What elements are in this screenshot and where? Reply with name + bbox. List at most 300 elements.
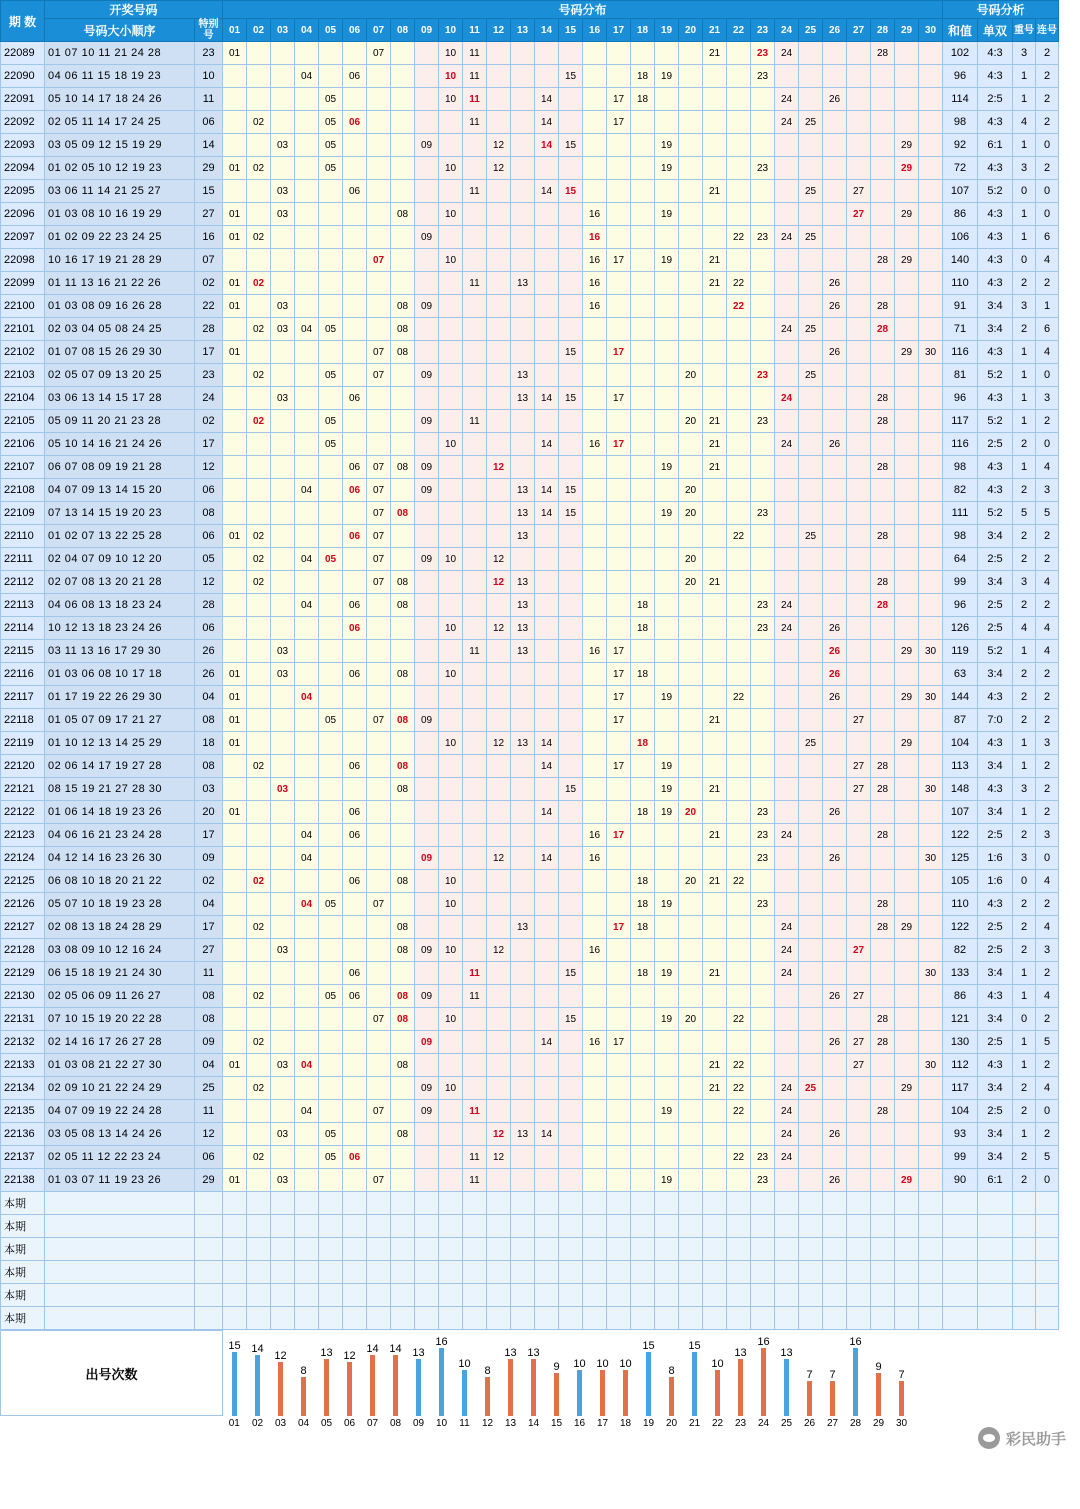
cell-balls: 03 08 09 10 12 16 24: [45, 939, 195, 962]
cell-number-23: [751, 571, 775, 594]
cell-special: [195, 1261, 223, 1284]
cell-oddeven: 3:4: [978, 1146, 1013, 1169]
cell-number-06: [343, 1008, 367, 1031]
cell-number-28: [871, 985, 895, 1008]
cell-consecutive: 2: [1036, 272, 1059, 295]
cell-number-01: [223, 1146, 247, 1169]
cell-number-08: [391, 226, 415, 249]
cell-number-22: [727, 341, 751, 364]
cell-period: 22106: [1, 433, 45, 456]
cell-number-20: [679, 824, 703, 847]
cell-number-03: [271, 916, 295, 939]
cell-number-28: [871, 479, 895, 502]
bar: [255, 1355, 260, 1416]
cell-number-10: [439, 456, 463, 479]
cell-number-05: [319, 479, 343, 502]
cell-special: 05: [195, 548, 223, 571]
pending-row[interactable]: [1, 1307, 1059, 1330]
cell-number-04: 04: [295, 65, 319, 88]
cell-number-28: [871, 939, 895, 962]
table-row: [1, 824, 1059, 847]
cell-number-25: 25: [799, 111, 823, 134]
cell-number-28: 28: [871, 295, 895, 318]
cell-number-26: [823, 1146, 847, 1169]
cell-number-28: 28: [871, 1100, 895, 1123]
cell-number-13: [511, 824, 535, 847]
cell-consecutive: 2: [1036, 410, 1059, 433]
table-row: [1, 387, 1059, 410]
cell-number-10: [439, 1100, 463, 1123]
cell-number-10: 10: [439, 893, 463, 916]
cell-period: 22136: [1, 1123, 45, 1146]
cell-oddeven: 4:3: [978, 778, 1013, 801]
cell-number-10: 10: [439, 157, 463, 180]
frequency-bar-17: [591, 1331, 614, 1416]
cell-number-05: [319, 249, 343, 272]
frequency-axis-20: 20: [660, 1416, 683, 1433]
cell-number-06: [343, 916, 367, 939]
cell-period: 22131: [1, 1008, 45, 1031]
cell-number-17: [607, 1169, 631, 1192]
cell-number-09: [415, 663, 439, 686]
cell-consecutive: 2: [1036, 88, 1059, 111]
cell-number-27: [847, 456, 871, 479]
cell-balls: 01 03 08 09 16 26 28: [45, 295, 195, 318]
cell-period: 22118: [1, 709, 45, 732]
cell-number-11: 11: [463, 1146, 487, 1169]
cell-number-26: [823, 1008, 847, 1031]
cell-number-01: [223, 180, 247, 203]
cell-number-09: [415, 617, 439, 640]
cell-number-06: [343, 847, 367, 870]
cell-number-11: [463, 456, 487, 479]
cell-oddeven: 3:4: [978, 663, 1013, 686]
pending-row[interactable]: [1, 1192, 1059, 1215]
cell-number-21: [703, 1169, 727, 1192]
cell-number-01: [223, 502, 247, 525]
cell-number-23: 23: [751, 594, 775, 617]
cell-sum: 107: [943, 801, 978, 824]
cell-number-25: [799, 571, 823, 594]
pending-row[interactable]: [1, 1215, 1059, 1238]
cell-number-12: [487, 226, 511, 249]
cell-number-08: [391, 962, 415, 985]
cell-number-23: [751, 134, 775, 157]
cell-number-13: [511, 1169, 535, 1192]
frequency-axis-18: 18: [614, 1416, 637, 1433]
cell-number-26: 26: [823, 341, 847, 364]
cell-number-15: [559, 410, 583, 433]
cell-number-24: [775, 847, 799, 870]
cell-number-06: 06: [343, 525, 367, 548]
header-number-11: 11: [463, 19, 487, 42]
cell-number-20: [679, 1077, 703, 1100]
cell-number-28: 28: [871, 410, 895, 433]
cell-number-17: 17: [607, 88, 631, 111]
cell-oddeven: 2:5: [978, 1100, 1013, 1123]
cell-number-30: [919, 111, 943, 134]
cell-number-19: 19: [655, 778, 679, 801]
cell-number-16: [583, 157, 607, 180]
cell-number-09: [415, 893, 439, 916]
cell-number-09: 09: [415, 709, 439, 732]
cell-number-08: [391, 65, 415, 88]
frequency-bar-27: [821, 1331, 844, 1416]
cell-number-11: [463, 548, 487, 571]
cell-number-17: [607, 525, 631, 548]
cell-number-16: [583, 111, 607, 134]
cell-number-26: [823, 893, 847, 916]
cell-number-16: 16: [583, 295, 607, 318]
cell-number-17: [607, 42, 631, 65]
frequency-value: 16: [435, 1335, 448, 1348]
cell-number-14: [535, 341, 559, 364]
cell-number-21: 21: [703, 272, 727, 295]
cell-special: 15: [195, 180, 223, 203]
cell-number-18: [631, 157, 655, 180]
pending-row[interactable]: [1, 1284, 1059, 1307]
bar: [278, 1362, 283, 1416]
cell-number-01: [223, 548, 247, 571]
cell-number-29: [895, 571, 919, 594]
cell-number-18: [631, 203, 655, 226]
cell-number-05: [319, 65, 343, 88]
cell-number-01: [223, 1238, 247, 1261]
cell-number-09: 09: [415, 1031, 439, 1054]
cell-number-27: 27: [847, 755, 871, 778]
cell-number-19: [655, 525, 679, 548]
cell-balls: [45, 1261, 195, 1284]
cell-balls: 03 11 13 16 17 29 30: [45, 640, 195, 663]
header-sum: 和值: [943, 19, 978, 42]
cell-number-04: [295, 364, 319, 387]
cell-number-13: [511, 1146, 535, 1169]
cell-period: 22125: [1, 870, 45, 893]
cell-number-26: [823, 571, 847, 594]
cell-number-17: [607, 1146, 631, 1169]
cell-number-26: [823, 180, 847, 203]
table-row: [1, 594, 1059, 617]
cell-number-27: [847, 1192, 871, 1215]
cell-number-18: [631, 640, 655, 663]
frequency-axis-16: 16: [568, 1416, 591, 1433]
cell-number-22: [727, 962, 751, 985]
cell-number-17: [607, 1100, 631, 1123]
frequency-value: 7: [898, 1368, 905, 1381]
cell-number-30: [919, 893, 943, 916]
cell-number-10: [439, 180, 463, 203]
cell-number-28: 28: [871, 249, 895, 272]
cell-number-05: [319, 571, 343, 594]
cell-number-03: [271, 249, 295, 272]
table-row: [1, 732, 1059, 755]
cell-number-18: 18: [631, 893, 655, 916]
cell-number-03: 03: [271, 387, 295, 410]
cell-number-02: [247, 42, 271, 65]
cell-number-05: [319, 847, 343, 870]
cell-number-20: [679, 525, 703, 548]
cell-number-22: 22: [727, 272, 751, 295]
cell-number-15: 15: [559, 502, 583, 525]
cell-number-13: 13: [511, 916, 535, 939]
cell-number-28: [871, 1123, 895, 1146]
cell-number-18: 18: [631, 65, 655, 88]
cell-number-20: 20: [679, 548, 703, 571]
cell-number-26: [823, 962, 847, 985]
frequency-bar-29: [867, 1331, 890, 1416]
cell-number-13: 13: [511, 272, 535, 295]
cell-number-19: [655, 571, 679, 594]
cell-balls: 05 09 11 20 21 23 28: [45, 410, 195, 433]
cell-number-15: [559, 1123, 583, 1146]
cell-number-09: [415, 341, 439, 364]
cell-oddeven: 4:3: [978, 893, 1013, 916]
cell-number-23: [751, 433, 775, 456]
cell-number-21: 21: [703, 571, 727, 594]
cell-number-01: [223, 111, 247, 134]
cell-number-16: [583, 88, 607, 111]
cell-number-04: [295, 203, 319, 226]
cell-number-24: [775, 65, 799, 88]
cell-number-02: 02: [247, 1077, 271, 1100]
cell-period: 22126: [1, 893, 45, 916]
cell-sum: 148: [943, 778, 978, 801]
cell-number-10: 10: [439, 1008, 463, 1031]
cell-number-01: [223, 1215, 247, 1238]
cell-special: 08: [195, 502, 223, 525]
cell-number-20: [679, 778, 703, 801]
cell-number-05: 05: [319, 985, 343, 1008]
cell-number-09: [415, 1261, 439, 1284]
bar: [761, 1348, 766, 1416]
cell-number-05: [319, 1238, 343, 1261]
cell-number-23: 23: [751, 1169, 775, 1192]
header-number-15: 15: [559, 19, 583, 42]
cell-number-18: [631, 1031, 655, 1054]
cell-number-25: [799, 778, 823, 801]
cell-balls: [45, 1238, 195, 1261]
cell-number-12: 12: [487, 732, 511, 755]
cell-special: 26: [195, 640, 223, 663]
cell-number-02: 02: [247, 1031, 271, 1054]
cell-oddeven: 4:3: [978, 387, 1013, 410]
cell-number-17: [607, 985, 631, 1008]
cell-number-30: [919, 65, 943, 88]
cell-number-26: [823, 387, 847, 410]
cell-number-12: 12: [487, 157, 511, 180]
cell-number-17: [607, 962, 631, 985]
cell-number-16: [583, 801, 607, 824]
cell-number-22: [727, 1215, 751, 1238]
cell-number-03: [271, 1215, 295, 1238]
cell-number-14: [535, 1008, 559, 1031]
cell-number-15: 15: [559, 1008, 583, 1031]
cell-number-19: [655, 916, 679, 939]
cell-number-12: [487, 663, 511, 686]
cell-number-05: [319, 387, 343, 410]
cell-number-28: 28: [871, 42, 895, 65]
cell-number-19: [655, 180, 679, 203]
cell-number-19: [655, 824, 679, 847]
cell-balls: 02 05 06 09 11 26 27: [45, 985, 195, 1008]
pending-row[interactable]: [1, 1261, 1059, 1284]
cell-number-10: [439, 640, 463, 663]
cell-analysis: [1013, 1307, 1036, 1330]
cell-number-27: [847, 157, 871, 180]
cell-balls: [45, 1192, 195, 1215]
cell-number-20: [679, 88, 703, 111]
cell-number-02: [247, 847, 271, 870]
cell-number-04: [295, 755, 319, 778]
cell-number-19: 19: [655, 755, 679, 778]
cell-sum: 122: [943, 916, 978, 939]
cell-number-29: [895, 42, 919, 65]
cell-number-30: [919, 1192, 943, 1215]
cell-special: [195, 1215, 223, 1238]
cell-number-08: [391, 272, 415, 295]
cell-number-06: [343, 1261, 367, 1284]
cell-number-22: [727, 1192, 751, 1215]
cell-consecutive: 2: [1036, 663, 1059, 686]
cell-number-29: 29: [895, 1077, 919, 1100]
cell-number-13: [511, 870, 535, 893]
cell-number-24: [775, 1215, 799, 1238]
cell-number-27: [847, 571, 871, 594]
frequency-value: 15: [228, 1339, 241, 1352]
cell-number-26: [823, 226, 847, 249]
cell-number-03: [271, 525, 295, 548]
cell-number-13: [511, 134, 535, 157]
cell-number-13: 13: [511, 594, 535, 617]
cell-number-01: 01: [223, 295, 247, 318]
header-number-23: 23: [751, 19, 775, 42]
cell-number-02: 02: [247, 755, 271, 778]
cell-number-12: [487, 65, 511, 88]
cell-number-03: [271, 1008, 295, 1031]
cell-number-15: [559, 939, 583, 962]
cell-number-30: [919, 709, 943, 732]
cell-consecutive: 2: [1036, 709, 1059, 732]
cell-number-18: [631, 1261, 655, 1284]
cell-number-17: [607, 571, 631, 594]
cell-number-30: 30: [919, 640, 943, 663]
cell-number-12: [487, 387, 511, 410]
cell-number-17: [607, 1215, 631, 1238]
cell-oddeven: 1:6: [978, 870, 1013, 893]
cell-number-30: [919, 203, 943, 226]
cell-number-02: 02: [247, 272, 271, 295]
frequency-bar-11: [453, 1331, 476, 1416]
table-row: [1, 916, 1059, 939]
cell-special: 28: [195, 318, 223, 341]
cell-number-08: 08: [391, 1054, 415, 1077]
cell-number-20: [679, 1054, 703, 1077]
cell-number-23: [751, 640, 775, 663]
cell-number-18: 18: [631, 732, 655, 755]
cell-balls: 01 02 07 13 22 25 28: [45, 525, 195, 548]
cell-number-05: [319, 1008, 343, 1031]
cell-number-01: 01: [223, 801, 247, 824]
cell-sum: 87: [943, 709, 978, 732]
cell-number-02: [247, 387, 271, 410]
cell-number-30: [919, 870, 943, 893]
cell-period: 22134: [1, 1077, 45, 1100]
cell-number-15: [559, 88, 583, 111]
frequency-value: 14: [389, 1342, 402, 1355]
cell-number-07: [367, 88, 391, 111]
cell-number-25: [799, 1146, 823, 1169]
cell-sum: 122: [943, 824, 978, 847]
cell-number-20: [679, 985, 703, 1008]
bar: [623, 1370, 628, 1416]
cell-number-09: [415, 594, 439, 617]
cell-number-10: [439, 824, 463, 847]
cell-number-29: 29: [895, 916, 919, 939]
cell-special: 23: [195, 42, 223, 65]
frequency-value: 13: [320, 1346, 333, 1359]
cell-number-16: [583, 778, 607, 801]
cell-number-25: 25: [799, 1077, 823, 1100]
cell-number-18: 18: [631, 88, 655, 111]
cell-sum: 116: [943, 433, 978, 456]
cell-number-13: 13: [511, 387, 535, 410]
cell-number-17: [607, 1284, 631, 1307]
cell-number-03: [271, 433, 295, 456]
cell-number-08: [391, 249, 415, 272]
cell-oddeven: 3:4: [978, 571, 1013, 594]
cell-number-26: [823, 916, 847, 939]
cell-period: 本期: [1, 1284, 45, 1307]
cell-number-10: [439, 1054, 463, 1077]
cell-number-04: [295, 42, 319, 65]
cell-number-08: 08: [391, 502, 415, 525]
frequency-axis-03: 03: [269, 1416, 292, 1433]
cell-number-22: [727, 479, 751, 502]
cell-number-10: 10: [439, 870, 463, 893]
cell-number-20: [679, 732, 703, 755]
cell-number-16: [583, 1123, 607, 1146]
cell-analysis: [1036, 1192, 1059, 1215]
cell-special: 27: [195, 203, 223, 226]
cell-number-12: [487, 88, 511, 111]
cell-number-24: 24: [775, 824, 799, 847]
cell-number-12: [487, 1077, 511, 1100]
cell-number-21: 21: [703, 456, 727, 479]
cell-number-21: [703, 65, 727, 88]
cell-number-14: 14: [535, 1031, 559, 1054]
cell-number-18: [631, 1284, 655, 1307]
cell-number-07: [367, 180, 391, 203]
cell-number-21: [703, 1100, 727, 1123]
cell-number-13: [511, 295, 535, 318]
cell-number-18: [631, 1146, 655, 1169]
cell-special: 17: [195, 824, 223, 847]
cell-number-23: [751, 180, 775, 203]
cell-number-14: [535, 1284, 559, 1307]
cell-number-04: [295, 985, 319, 1008]
cell-number-09: [415, 870, 439, 893]
cell-number-01: [223, 962, 247, 985]
cell-number-15: [559, 249, 583, 272]
cell-number-30: [919, 479, 943, 502]
cell-number-27: [847, 134, 871, 157]
pending-row[interactable]: [1, 1238, 1059, 1261]
cell-special: 08: [195, 1008, 223, 1031]
cell-number-20: [679, 1284, 703, 1307]
cell-balls: 02 03 04 05 08 24 25: [45, 318, 195, 341]
cell-number-17: 17: [607, 433, 631, 456]
cell-number-02: [247, 962, 271, 985]
